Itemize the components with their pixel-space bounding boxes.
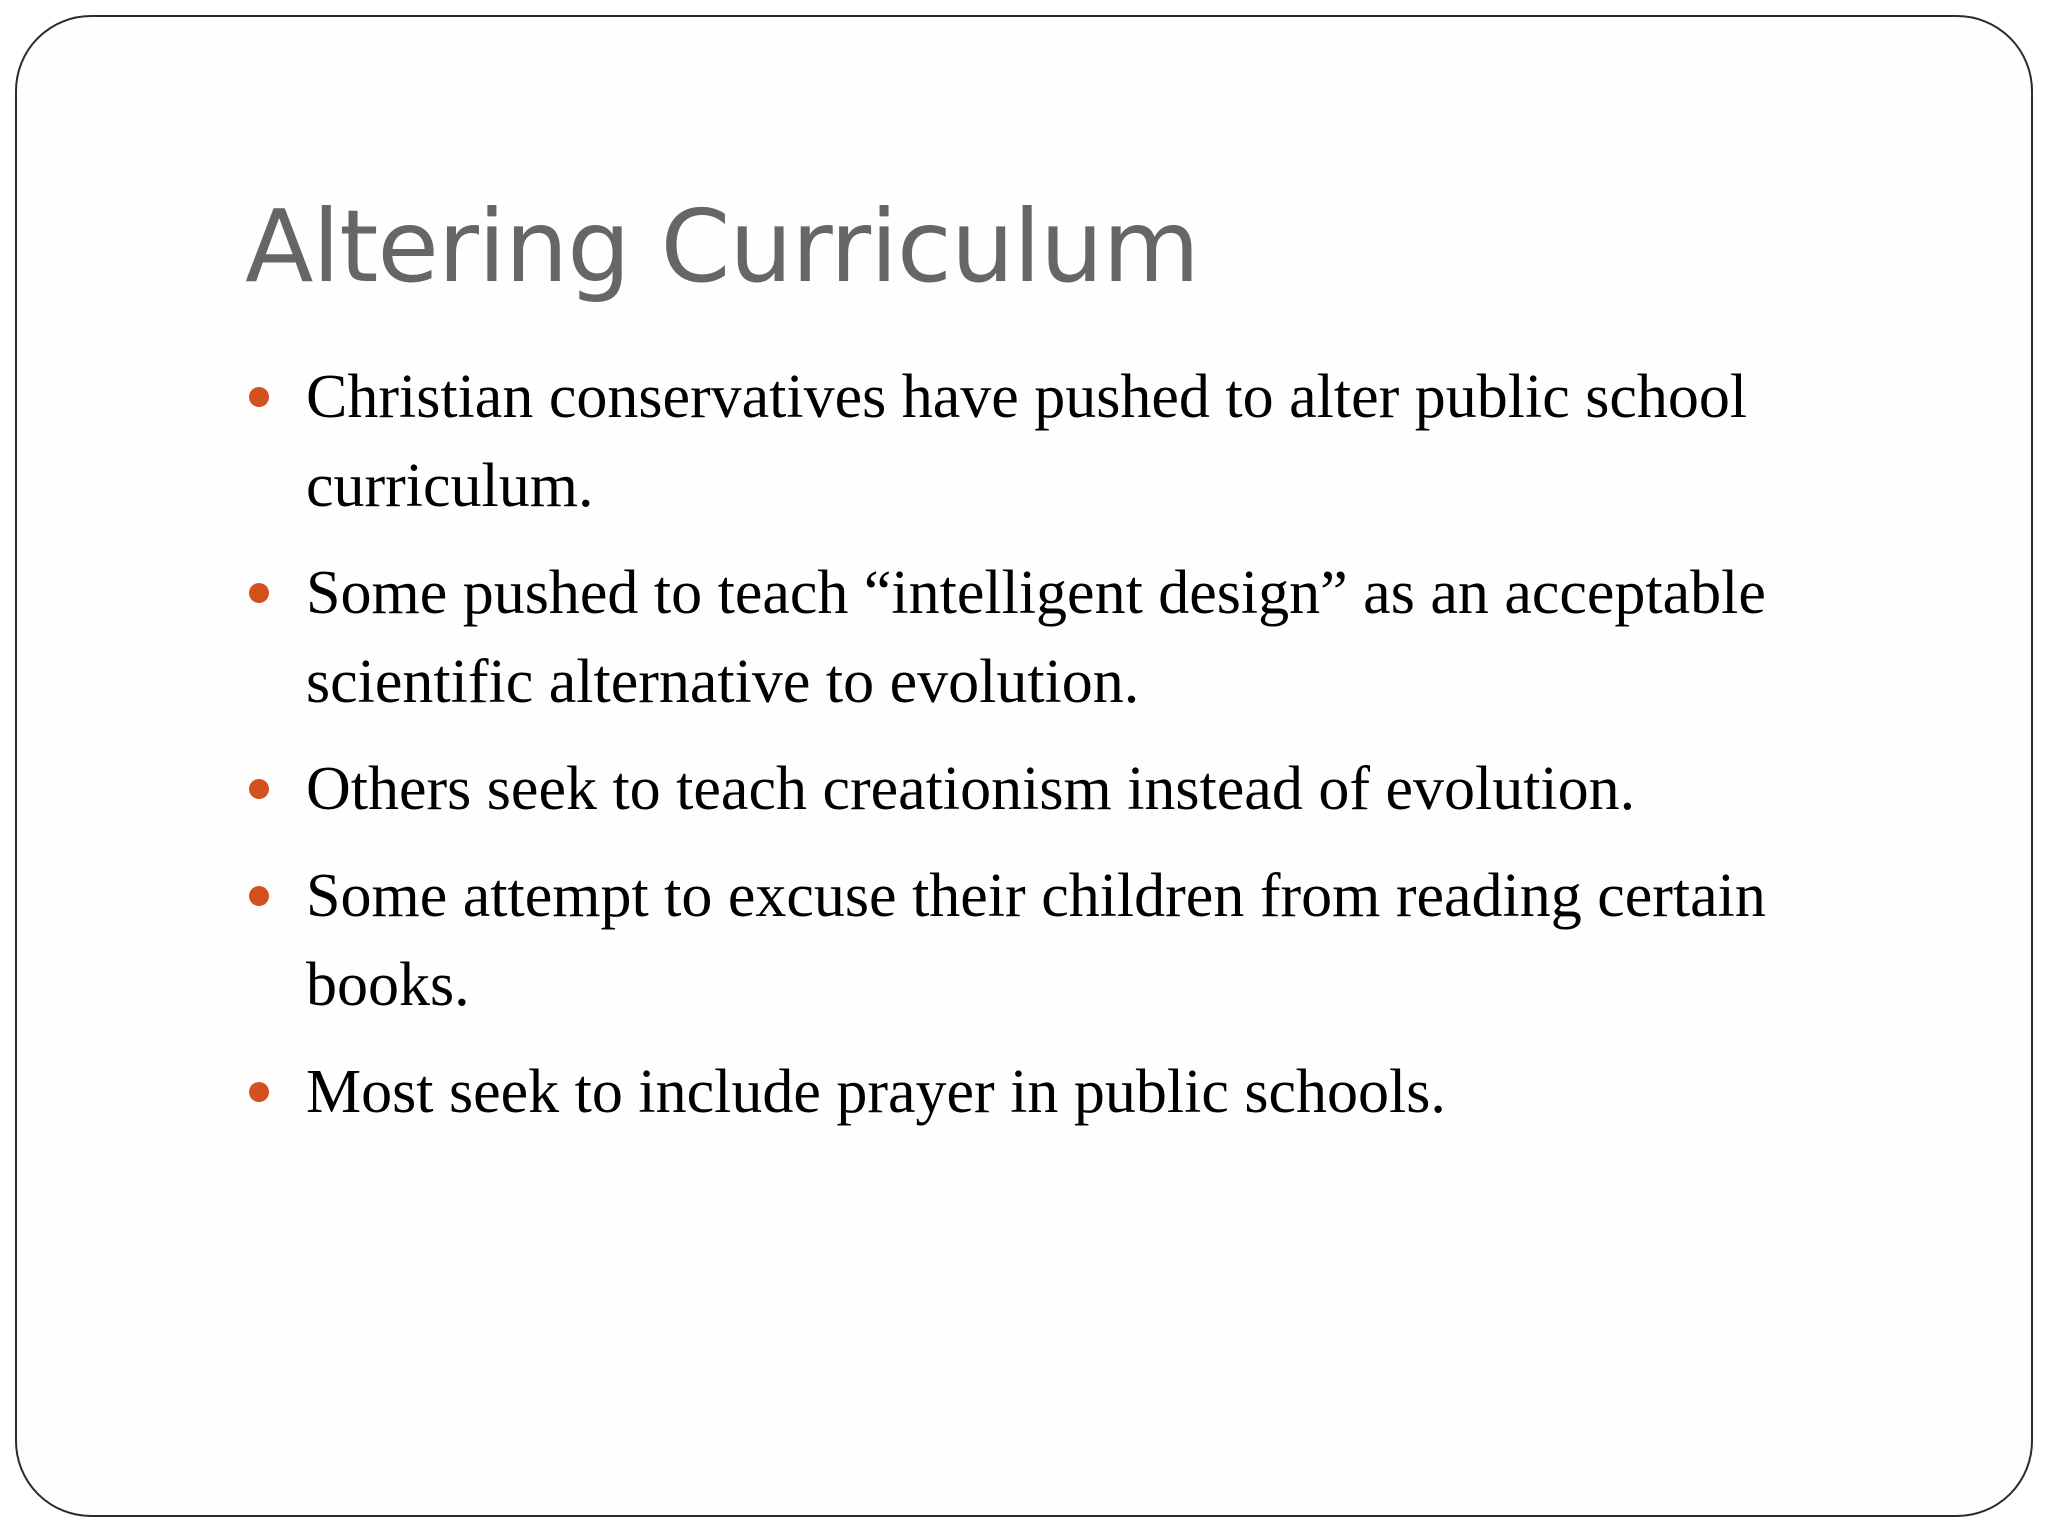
- bullet-text: Most seek to include prayer in public schools.: [306, 1058, 1446, 1126]
- bullet-text: Some attempt to excuse their children from reading certain books.: [306, 862, 1766, 1019]
- bullet-text: Christian conservatives have pushed to alter public school curriculum.: [306, 363, 1748, 520]
- bullet-list: [245, 353, 1925, 1155]
- bullet-item: [245, 745, 1925, 834]
- slide-title: Altering Curriculum: [245, 188, 1199, 305]
- bullet-item: [245, 549, 1925, 727]
- bullet-dot-icon: [249, 1082, 269, 1102]
- bullet-dot-icon: [249, 583, 269, 603]
- bullet-item: [245, 852, 1925, 1030]
- bullet-text: Others seek to teach creationism instead of evolution.: [306, 755, 1636, 823]
- slide-frame: [15, 15, 2033, 1517]
- bullet-dot-icon: [249, 779, 269, 799]
- bullet-dot-icon: [249, 387, 269, 407]
- bullet-text: Some pushed to teach “intelligent design” as an acceptable scientific alternative to evolution.: [306, 559, 1766, 716]
- bullet-item: [245, 353, 1925, 531]
- bullet-dot-icon: [249, 886, 269, 906]
- bullet-item: [245, 1048, 1925, 1137]
